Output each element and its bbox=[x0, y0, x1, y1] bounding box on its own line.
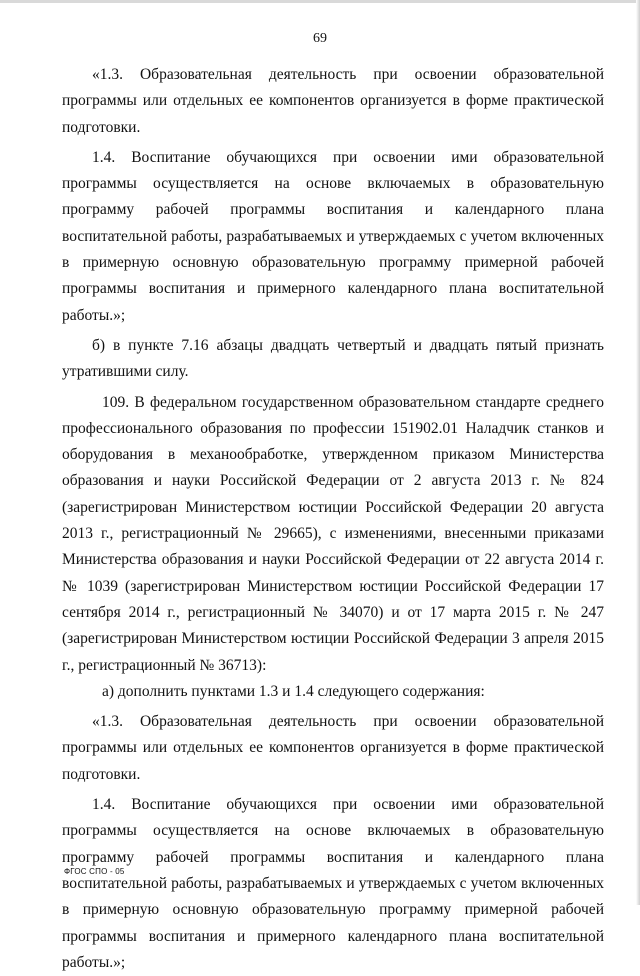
paragraph-1-3-second: «1.3. Образовательная деятельность при освоении образовательной программы или отдельных ее компонентов организуется в форме практической подготовки. bbox=[62, 713, 604, 783]
scan-edge-top bbox=[0, 0, 640, 3]
document-body bbox=[62, 62, 604, 976]
footer-document-code: ФГОС СПО - 05 bbox=[64, 867, 125, 876]
paragraph-item-a: а) дополнить пунктами 1.3 и 1.4 следующего содержания: bbox=[102, 682, 485, 700]
paragraph-109: 109. В федеральном государственном образовательном стандарте среднего профессионального образования по профессии 151902.01 Наладчик станков и оборудования в механообработке, утвержденном приказом Министерства образования и науки Российской Федерации от 2 августа 2013 г. № 824 (зарегистрирован Министерством юстиции Российской Федерации 20 августа 2013 г., регистрационный № 29665), с изменениями, внесенными приказами Министерства образования и науки Российской Федерации от 22 августа 2014 г. № 1039 (зарегистрирован Министерством юстиции Российской Федерации 17 сентября 2014 г., регистрационный № 34070) и от 17 марта 2015 г. № 247 (зарегистрирован Министерством юстиции Российской Федерации 3 апреля 2015 г., регистрационный № 36713): bbox=[62, 393, 604, 674]
paragraph-1-4-second: 1.4. Воспитание обучающихся при освоении ими образовательной программы осуществляется на основе включаемых в образовательную программу рабочей программы воспитания и календарного плана воспитательной работы, разрабатываемых и утверждаемых с учетом включенных в примерную основную образовательную программу примерной рабочей программы воспитания и примерного календарного плана воспитательной работы.»; bbox=[62, 796, 604, 971]
paragraph-1-3-first: «1.3. Образовательная деятельность при освоении образовательной программы или отдельных ее компонентов организуется в форме практической подготовки. bbox=[62, 66, 604, 136]
page-number: 69 bbox=[313, 31, 327, 46]
scan-edge-right bbox=[636, 0, 640, 905]
paragraph-1-4-first: 1.4. Воспитание обучающихся при освоении ими образовательной программы осуществляется на основе включаемых в образовательную программу рабочей программы воспитания и календарного плана воспитательной работы, разрабатываемых и утверждаемых с учетом включенных в примерную основную образовательную программу примерной рабочей программы воспитания и примерного календарного плана воспитательной работы.»; bbox=[62, 148, 604, 324]
paragraph-item-b: б) в пункте 7.16 абзацы двадцать четвертый и двадцать пятый признать утратившими силу. bbox=[62, 336, 604, 381]
